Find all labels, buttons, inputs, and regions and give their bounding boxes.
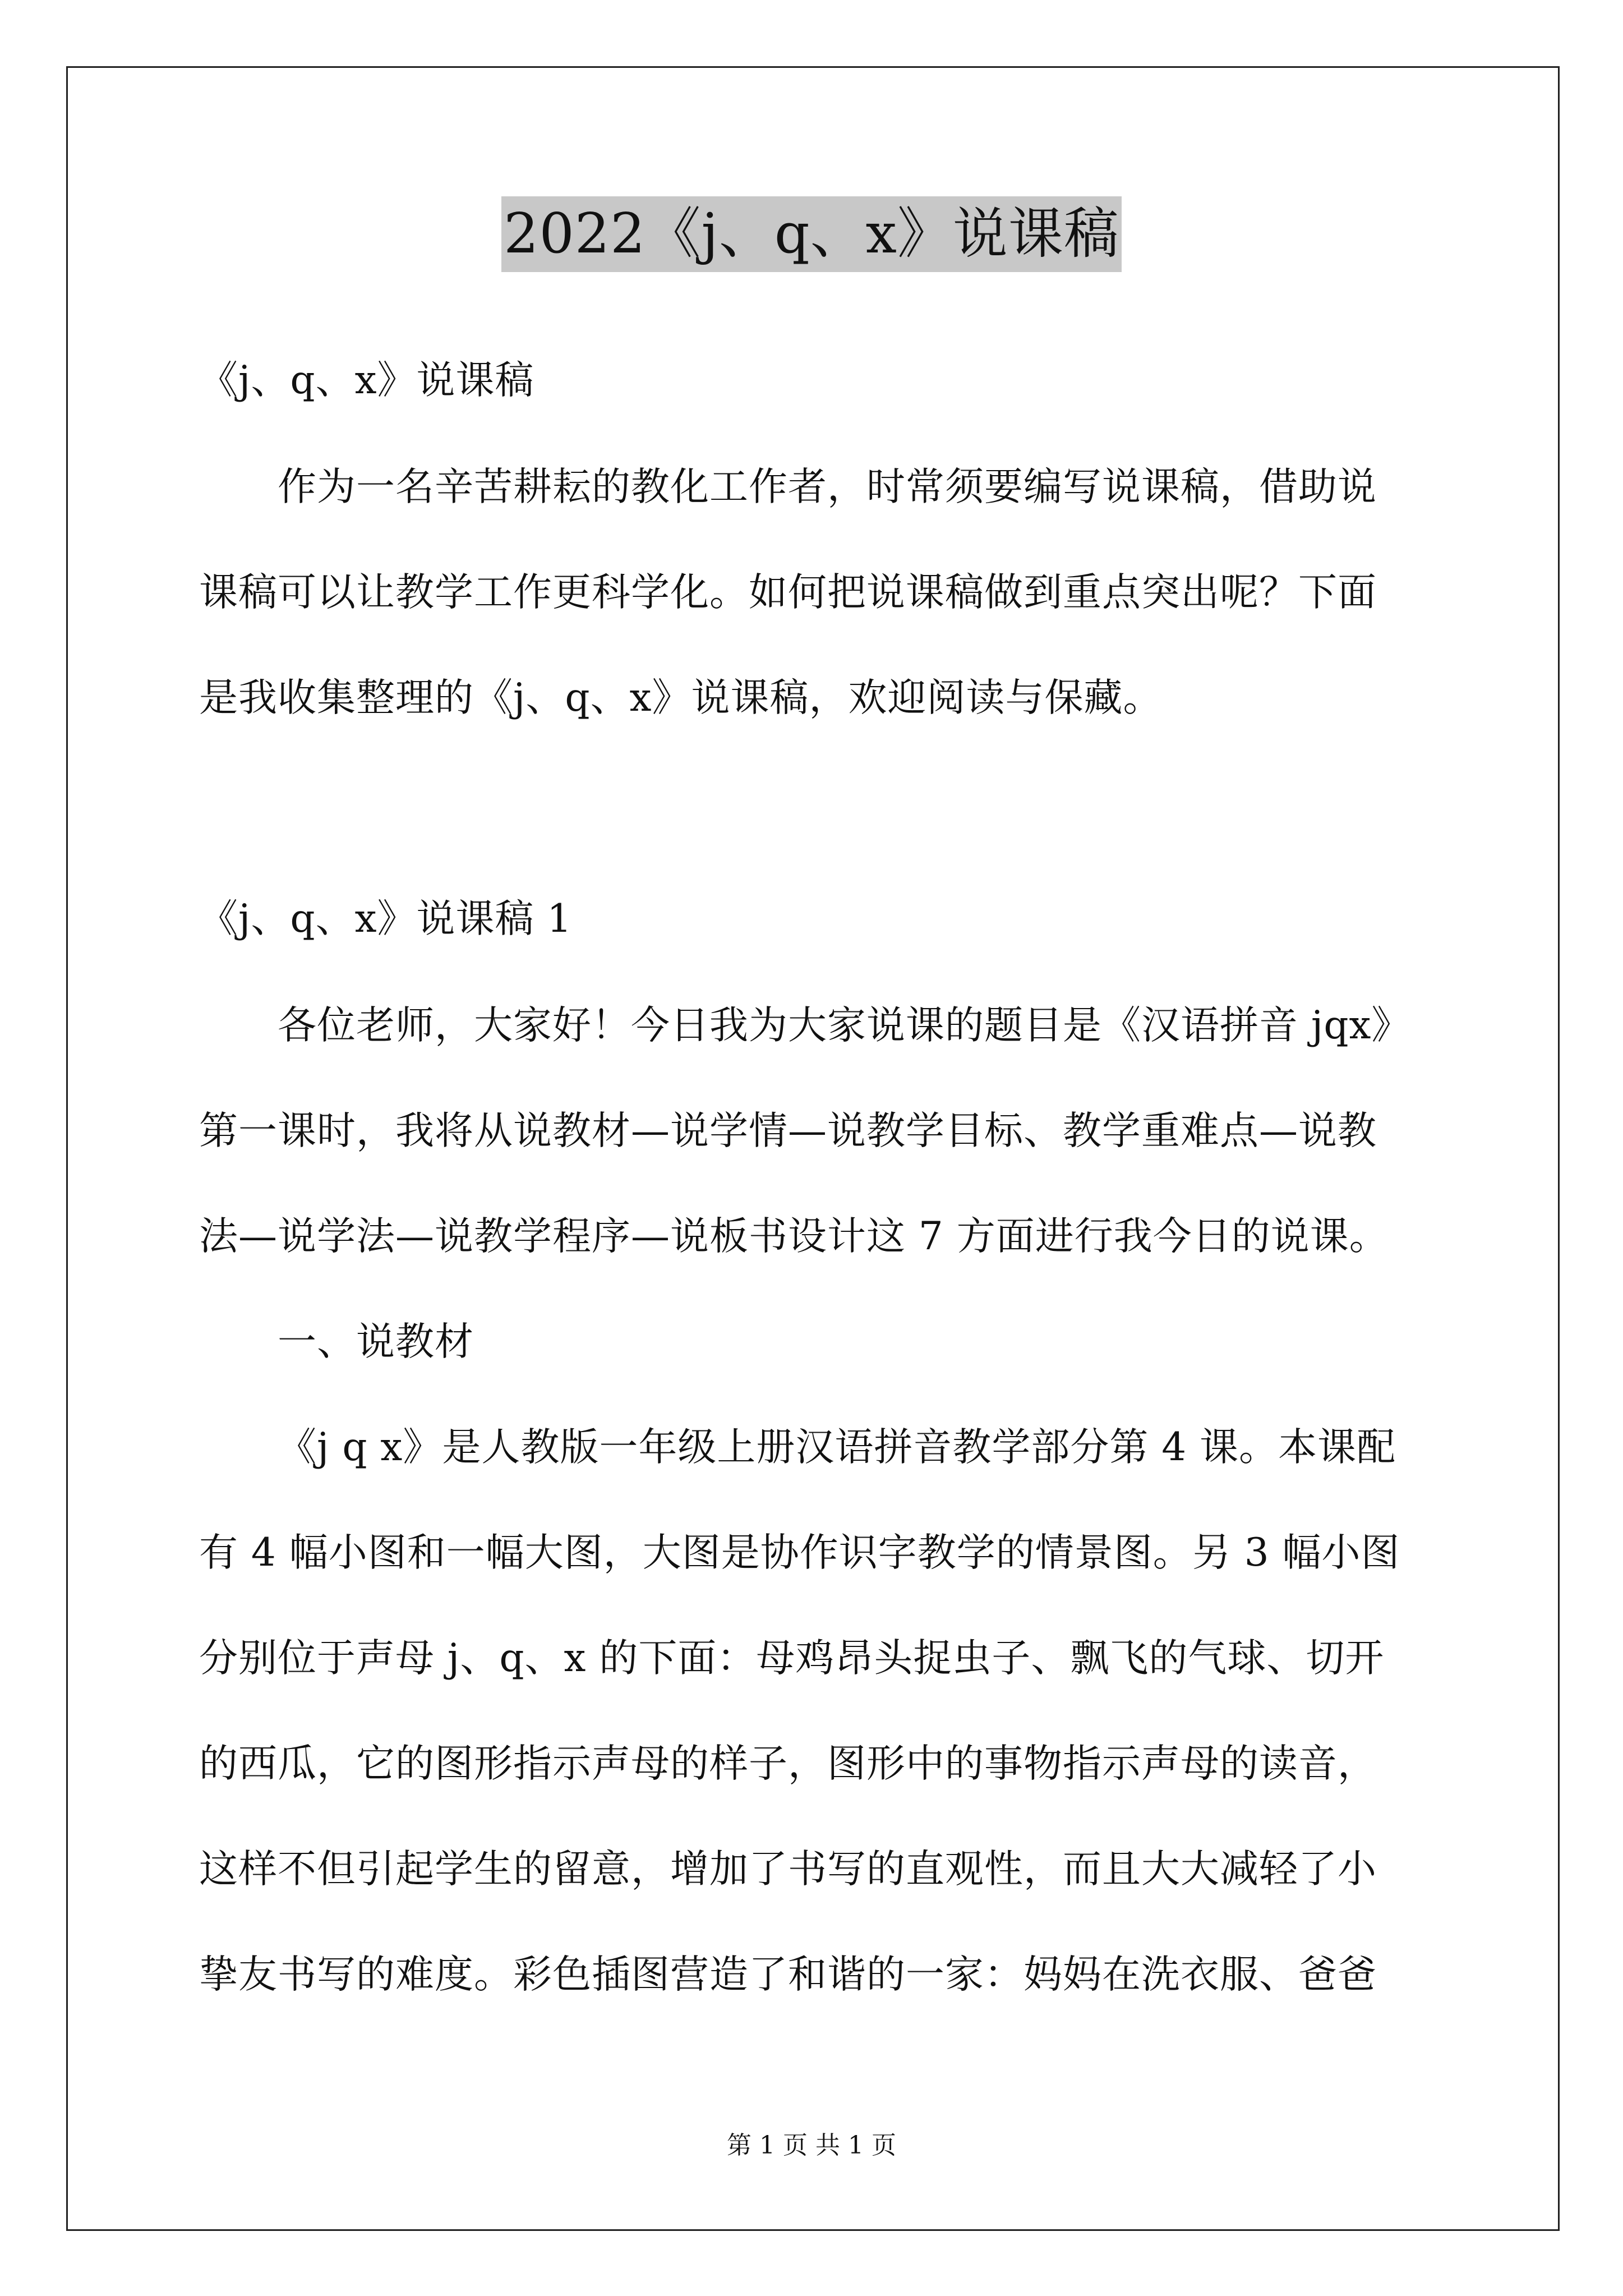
subtitle-line: 《j、q、x》说课稿 [199,358,534,403]
paragraph-line: 作为一名辛苦耕耘的教化工作者，时常须要编写说课稿，借助说 [278,464,1377,509]
paragraph-line: 第一课时，我将从说教材—说学情—说教学目标、教学重难点—说教 [199,1108,1377,1153]
title-container [0,196,1623,272]
paragraph-line: 是我收集整理的《j、q、x》说课稿，欢迎阅读与保藏。 [199,675,1163,720]
paragraph-line: 分别位于声母 j、q、x 的下面：母鸡昂头捉虫子、飘飞的气球、切开 [199,1636,1385,1681]
paragraph-line: 《j q x》是人教版一年级上册汉语拼音教学部分第 4 课。本课配 [278,1425,1396,1470]
section-heading: 《j、q、x》说课稿 1 [199,896,573,941]
paragraph-line: 法—说学法—说教学程序—说板书设计这 7 方面进行我今日的说课。 [199,1214,1389,1259]
paragraph-line: 课稿可以让教学工作更科学化。如何把说课稿做到重点突出呢？下面 [199,570,1377,615]
paragraph-line: 的西瓜，它的图形指示声母的样子，图形中的事物指示声母的读音， [199,1741,1377,1786]
document-title: 2022《j、q、x》说课稿 [501,196,1122,272]
paragraph-line: 有 4 幅小图和一幅大图，大图是协作识字教学的情景图。另 3 幅小图 [199,1530,1400,1575]
paragraph-line: 挚友书写的难度。彩色插图营造了和谐的一家：妈妈在洗衣服、爸爸 [199,1952,1377,1997]
paragraph-line: 各位老师，大家好！今日我为大家说课的题目是《汉语拼音 jqx》 [278,1003,1411,1048]
subsection-heading: 一、说教材 [278,1319,474,1364]
paragraph-line: 这样不但引起学生的留意，增加了书写的直观性，而且大大减轻了小 [199,1847,1377,1892]
page-footer: 第 1 页 共 1 页 [727,2131,896,2160]
